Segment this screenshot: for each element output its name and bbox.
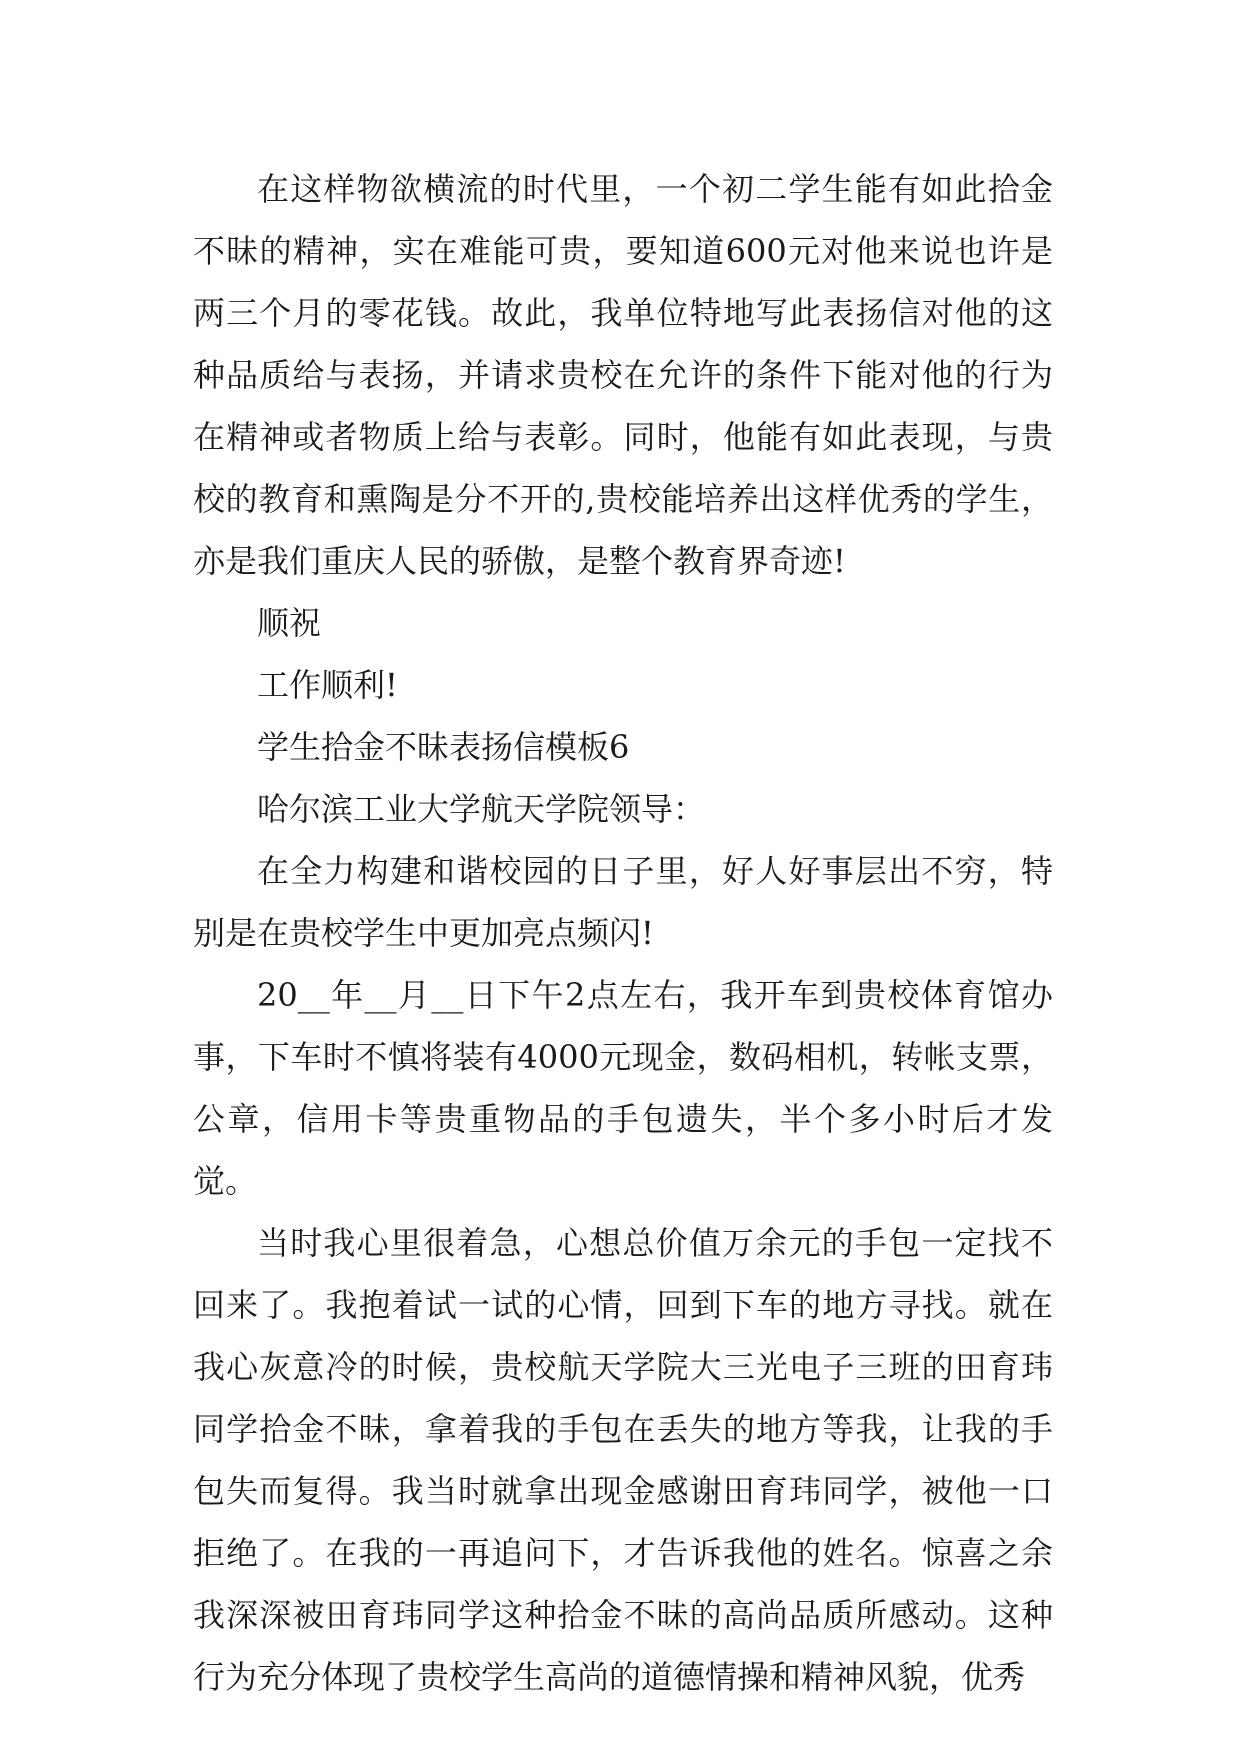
closing-wish: 工作顺利!: [257, 666, 398, 704]
closing-greeting: 顺祝: [257, 604, 322, 642]
template-heading: 学生拾金不昧表扬信模板6: [257, 728, 630, 766]
paragraph-incident: 20__年__月__日下午2点左右，我开车到贵校体育馆办事，下车时不慎将装有4000元现金，数码相机，转帐支票，公章，信用卡等贵重物品的手包遗失，半个多小时后才发觉。: [193, 976, 1053, 1200]
paragraph-praise-continuation: 在这样物欲横流的时代里，一个初二学生能有如此拾金不昧的精神，实在难能可贵，要知道600元对他来说也许是两三个月的零花钱。故此，我单位特地写此表扬信对他的这种品质给与表扬，并请求贵校在允许的条件下能对他的行为在精神或者物质上给与表彰。同时，他能有如此表现，与贵校的教育和熏陶是分不开的,贵校能培养出这样优秀的学生，亦是我们重庆人民的骄傲，是整个教育界奇迹!: [193, 170, 1053, 580]
letter-salutation: 哈尔滨工业大学航天学院领导：: [257, 790, 706, 828]
document-page: [193, 158, 1053, 1708]
paragraph-return: 当时我心里很着急，心想总价值万余元的手包一定找不回来了。我抱着试一试的心情，回到下车的地方寻找。就在我心灰意冷的时候，贵校航天学院大三光电子三班的田育玮同学拾金不昧，拿着我的手包在丢失的地方等我，让我的手包失而复得。我当时就拿出现金感谢田育玮同学，被他一口拒绝了。在我的一再追问下，才告诉我他的姓名。惊喜之余我深深被田育玮同学这种拾金不昧的高尚品质所感动。这种行为充分体现了贵校学生高尚的道德情操和精神风貌，优秀: [193, 1224, 1053, 1696]
paragraph-intro: 在全力构建和谐校园的日子里，好人好事层出不穷，特别是在贵校学生中更加亮点频闪!: [193, 852, 1053, 952]
